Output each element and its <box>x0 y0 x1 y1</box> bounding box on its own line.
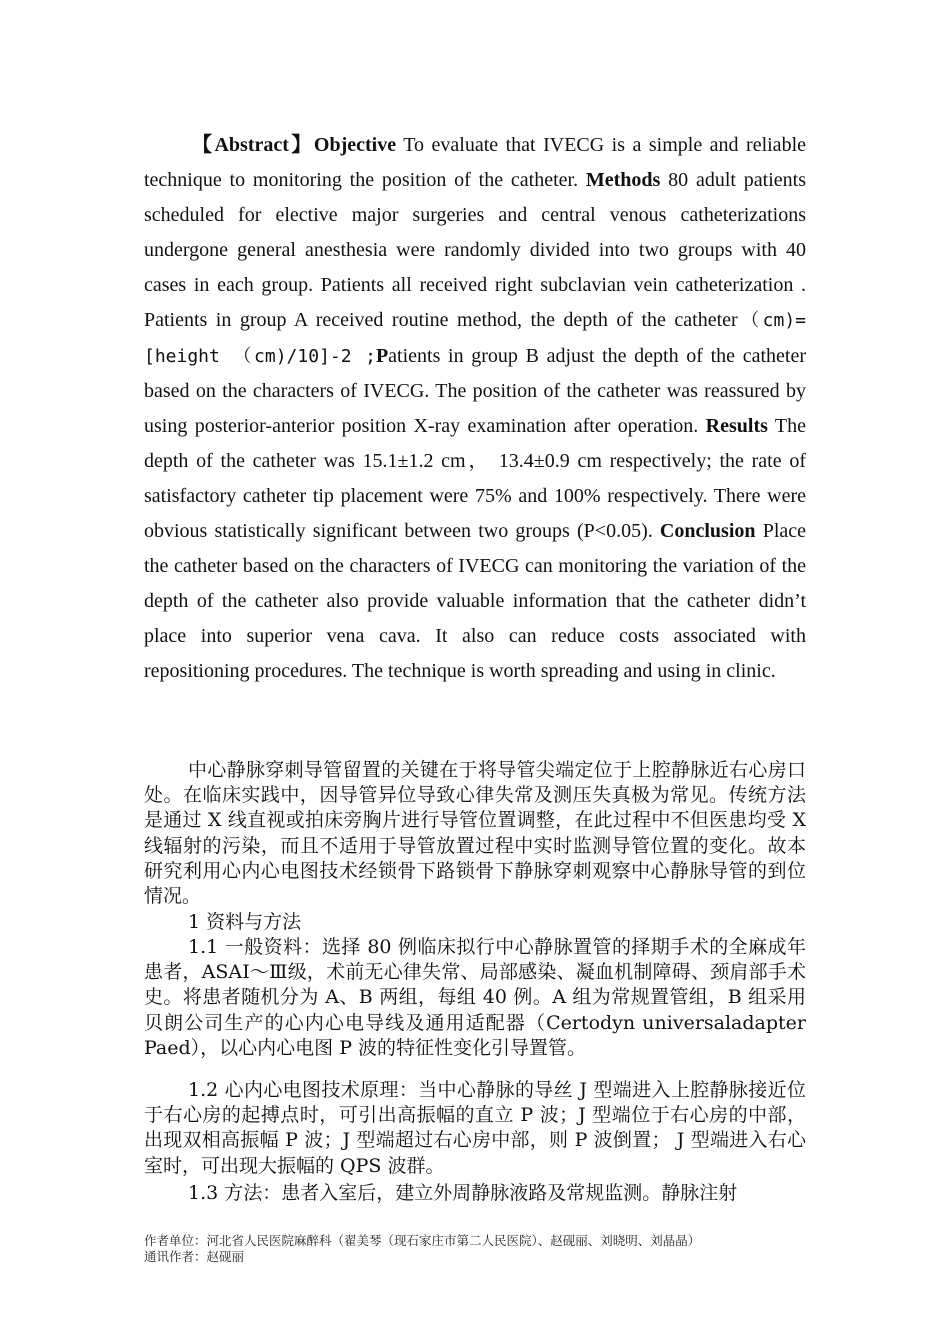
paragraph-ivecg-principle: 1.2 心内心电图技术原理：当中心静脉的导丝 J 型端进入上腔静脉接近位于右心房的起搏点时，可引出高振幅的直立 P 波；J 型端位于右心房的中部，出现双相高振幅 P 波；J 型端超过右心房中部，则 P 波倒置； J 型端进入右心室时，可出现大振幅的 QPS 波群。 <box>144 1079 806 1177</box>
abstract-bracket-close: 】 <box>288 134 314 156</box>
footnote <box>144 1233 844 1265</box>
abstract-bracket-open: 【 <box>192 134 215 156</box>
depth-formula: （cm)= [height （cm)/10]-2 ; <box>144 310 806 367</box>
methods-text-continued: atients in group B adjust the depth of the catheter based on the characters of IVECG. The position of the catheter was reassured by using posterior-anterior position X-ray examination after operation. <box>144 344 807 437</box>
methods-text: 80 adult patients scheduled for elective major surgeries and central venous catheterizations undergone general anesthesia were randomly divided into two groups with 40 cases in each group. Patients all received right subclavian vein catheterization . Patients in group A received routine method, the depth of the catheter <box>144 169 806 332</box>
paragraph-method: 1.3 方法：患者入室后，建立外周静脉液路及常规监测。静脉注射 <box>188 1182 738 1204</box>
results-label: Results <box>705 414 768 437</box>
patients-initial: P <box>375 344 389 367</box>
objective-text: To evaluate that IVECG is a simple and reliable technique to monitoring the position of the catheter. <box>144 134 806 192</box>
methods-label: Methods <box>585 169 661 192</box>
results-text: The depth of the catheter was 15.1±1.2 cm， 13.4±0.9 cm respectively; the rate of satisfactory catheter tip placement were 75% and 100% respectively. There were obvious statistically significant between two groups (P<0.05). <box>144 414 807 543</box>
intro-paragraph: 中心静脉穿刺导管留置的关键在于将导管尖端定位于上腔静脉近右心房口处。在临床实践中，因导管异位导致心律失常及测压失真极为常见。传统方法是通过 X 线直视或拍床旁胸片进行导管位置调整，在此过程中不但医患均受 X 线辐射的污染，而且不适用于导管放置过程中实时监测导管位置的变化。故本研究利用心内心电图技术经锁骨下路锁骨下静脉穿刺观察中心静脉导管的到位情况。 <box>144 759 806 908</box>
paragraph-general-data: 1.1 一般资料：选择 80 例临床拟行中心静脉置管的择期手术的全麻成年患者，ASAⅠ～Ⅲ级，术前无心律失常、局部感染、凝血机制障碍、颈肩部手术史。将患者随机分为 A、B 两组，每组 40 例。A 组为常规置管组，B 组采用贝朗公司生产的心内心电导线及通用适配器（Certodyn universaladapter Paed），以心内心电图 P 波的特征性变化引导置管。 <box>144 936 806 1059</box>
author-affiliation: 作者单位：河北省人民医院麻醉科（翟美琴（现石家庄市第二人民医院）、赵砚丽、刘晓明、刘晶晶） <box>144 1233 701 1248</box>
corresponding-author: 通讯作者：赵砚丽 <box>144 1249 245 1264</box>
abstract-paragraph <box>144 128 806 690</box>
abstract-heading: Abstract <box>214 134 289 156</box>
objective-label: Objective <box>313 134 397 156</box>
section-heading-methods: 1 资料与方法 <box>188 911 302 933</box>
conclusion-label: Conclusion <box>659 520 756 543</box>
conclusion-text: Place the catheter based on the characters of IVECG can monitoring the variation of the depth of the catheter also provide valuable information that the catheter didn’t place into superior vena cava. It also can reduce costs associated with repositioning procedures. The technique is worth spreading and using in clinic. <box>144 520 807 683</box>
